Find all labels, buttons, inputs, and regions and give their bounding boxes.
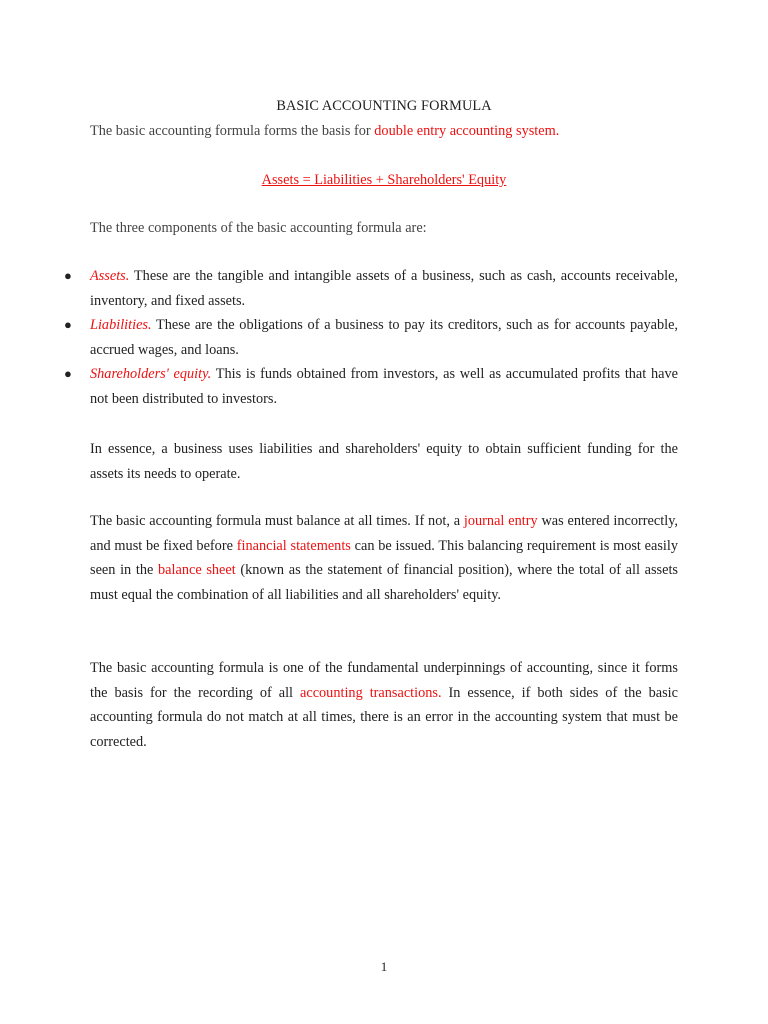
paragraph-fundamentals xyxy=(90,656,678,754)
para-text: can be issued. This balancing requirement is most easily seen in the xyxy=(90,537,678,579)
list-item xyxy=(56,313,678,362)
bullet-icon: ● xyxy=(64,268,72,283)
bullet-icon: ● xyxy=(64,317,72,332)
para-text: The basic accounting formula is one of the fundamental underpinnings of accounting, since it forms the basis for the recording of all xyxy=(90,660,678,701)
item-text: These are the tangible and intangible assets of a business, such as cash, accounts receivable, inventory, and fixed assets. xyxy=(90,268,678,309)
para-text: was entered incorrectly, and must be fixed before xyxy=(90,513,678,554)
item-text: These are the obligations of a business to pay its creditors, such as for accounts payable, accrued wages, and loans. xyxy=(90,317,678,358)
list-item xyxy=(56,362,678,411)
para-text: In essence, if both sides of the basic accounting formula do not match at all times, there is an error in the accounting system that must be corrected. xyxy=(90,684,678,750)
page-number: 1 xyxy=(380,959,388,974)
term-shareholders-equity[interactable]: Shareholders' equity. xyxy=(90,366,212,382)
double-entry-link[interactable]: double entry accounting system. xyxy=(374,123,560,139)
balance-sheet-link[interactable]: balance sheet xyxy=(158,562,236,579)
list-item xyxy=(56,264,678,313)
page-title: BASIC ACCOUNTING FORMULA xyxy=(276,98,492,114)
formula-link[interactable]: Assets = Liabilities + Shareholders' Equity xyxy=(261,172,507,188)
paragraph-essence: In essence, a business uses liabilities and shareholders' equity to obtain sufficient funding for the assets its needs to operate. xyxy=(90,441,678,482)
para-text: (known as the statement of financial position), where the total of all assets must equal the combination of all liabilities and all shareholders' equity. xyxy=(90,562,678,603)
intro-line xyxy=(90,123,559,140)
components-list xyxy=(56,264,678,411)
item-text: This is funds obtained from investors, as well as accumulated profits that have not been distributed to investors. xyxy=(90,366,678,407)
para-text: The basic accounting formula must balance at all times. If not, a xyxy=(90,513,464,529)
intro-text: The basic accounting formula forms the basis for xyxy=(90,123,375,139)
term-liabilities[interactable]: Liabilities. xyxy=(90,317,152,333)
term-assets[interactable]: Assets. xyxy=(90,268,130,284)
components-lead: The three components of the basic accounting formula are: xyxy=(90,220,427,236)
financial-statements-link[interactable]: financial statements xyxy=(236,537,351,554)
accounting-transactions-link[interactable]: accounting transactions. xyxy=(300,684,442,701)
accounting-formula xyxy=(0,172,768,189)
bullet-icon: ● xyxy=(64,366,72,381)
paragraph-balance xyxy=(90,509,678,607)
journal-entry-link[interactable]: journal entry xyxy=(463,513,538,529)
